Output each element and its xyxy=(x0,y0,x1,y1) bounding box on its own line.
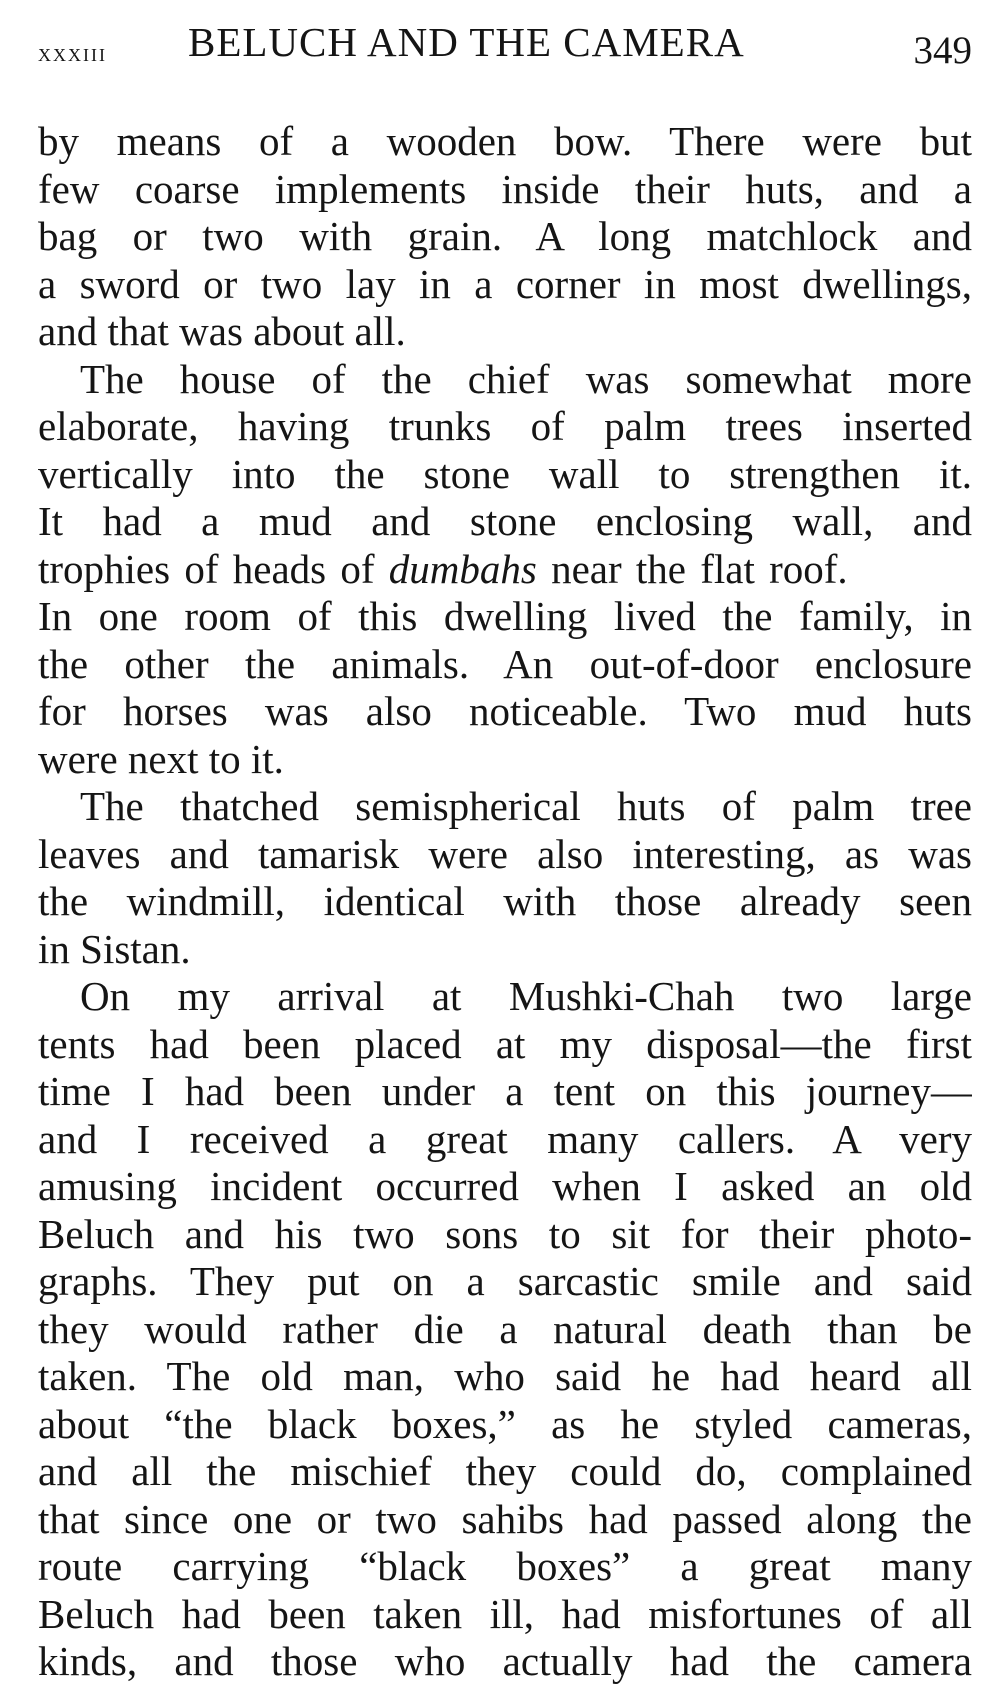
chapter-number: xxxiii xyxy=(38,40,107,67)
text-line: The house of the chief was somewhat more xyxy=(80,355,972,402)
text-line: the windmill, identical with those already seen xyxy=(38,878,972,924)
paragraph-2 xyxy=(38,356,972,784)
text-line: In one room of this dwelling lived the family, in xyxy=(38,593,972,639)
text-line: leaves and tamarisk were also interesting, as was xyxy=(38,830,972,877)
text-line: about “the black boxes,” as he styled cameras, xyxy=(38,1400,972,1447)
running-header xyxy=(38,18,972,80)
text-line-with-italic xyxy=(38,546,972,594)
text-line: that since one or two sahibs had passed along the xyxy=(38,1495,972,1542)
text-line: bag or two with grain. A long matchlock and xyxy=(38,213,972,259)
text-line: It had a mud and stone enclosing wall, and xyxy=(38,498,972,544)
italic-term: dumbahs xyxy=(388,545,537,592)
running-title: BELUCH AND THE CAMERA xyxy=(188,19,745,65)
paragraph-4 xyxy=(38,973,972,1686)
page-number: 349 xyxy=(913,29,972,72)
text-line: few coarse implements inside their huts, and a xyxy=(38,165,972,212)
paragraph-3 xyxy=(38,783,972,973)
text-line: elaborate, having trunks of palm trees inserted xyxy=(38,403,972,449)
text-line: they would rather die a natural death than be xyxy=(38,1305,972,1352)
text-line: and that was about all. xyxy=(38,308,406,354)
text-line: taken. The old man, who said he had heard all xyxy=(38,1353,972,1399)
text-line: graphs. They put on a sarcastic smile and said xyxy=(38,1258,972,1304)
text-line: and I received a great many callers. A very xyxy=(38,1115,972,1162)
text-line: tents had been placed at my disposal—the first xyxy=(38,1020,972,1067)
text-line: the other the animals. An out-of-door enclosure xyxy=(38,640,972,687)
text-fragment: trophies of heads of xyxy=(38,545,375,592)
text-line: route carrying “black boxes” a great many xyxy=(38,1543,972,1589)
text-line: kinds, and those who actually had the camera xyxy=(38,1638,972,1684)
text-line: The thatched semispherical huts of palm tree xyxy=(80,783,972,829)
text-line: Beluch had been taken ill, had misfortunes of all xyxy=(38,1590,972,1637)
text-line: vertically into the stone wall to strengthen it. xyxy=(38,450,972,497)
text-line: a sword or two lay in a corner in most dwellings, xyxy=(38,260,972,307)
paragraph-1 xyxy=(38,118,972,356)
body-text xyxy=(38,118,972,1686)
text-line: were next to it. xyxy=(38,735,284,782)
text-line: On my arrival at Mushki-Chah two large xyxy=(80,973,972,1019)
text-line: time I had been under a tent on this journey— xyxy=(38,1068,972,1114)
text-fragment: near the flat roof. xyxy=(551,545,848,592)
text-line: for horses was also noticeable. Two mud huts xyxy=(38,688,972,734)
text-line: and all the mischief they could do, complained xyxy=(38,1448,972,1494)
text-line: Beluch and his two sons to sit for their photo- xyxy=(38,1210,972,1257)
text-line: by means of a wooden bow. There were but xyxy=(38,118,972,164)
text-line: in Sistan. xyxy=(38,925,191,972)
text-line: amusing incident occurred when I asked an old xyxy=(38,1163,972,1209)
